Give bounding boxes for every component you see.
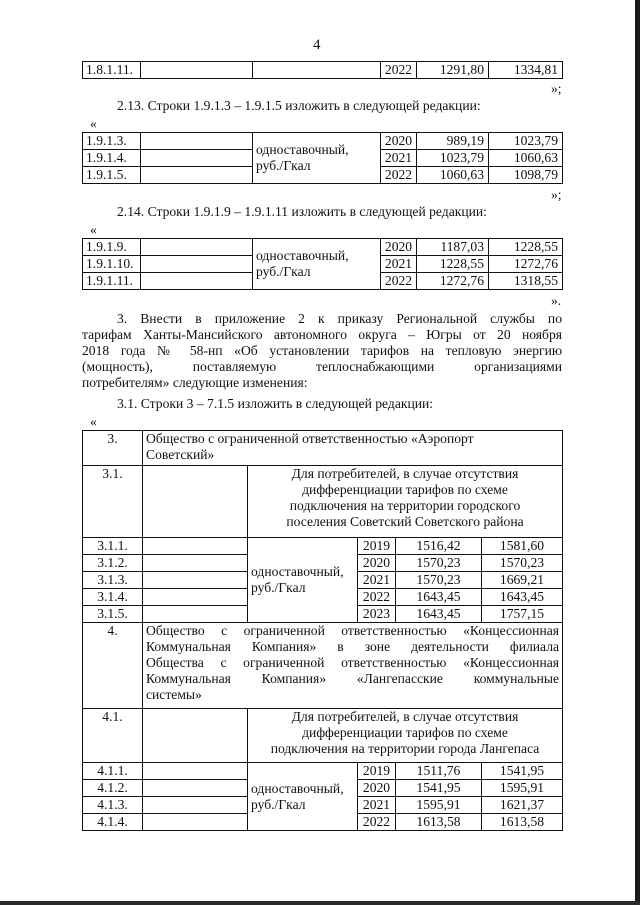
- section-2-14-heading: 2.14. Строки 1.9.1.9 – 1.9.1.11 изложить в следующей редакции:: [117, 204, 487, 219]
- row-code: 1.8.1.11.: [83, 62, 141, 79]
- org-code: 4.: [83, 623, 143, 709]
- table-2-13: [82, 132, 563, 184]
- description-line: дифференциации тарифов по схеме: [302, 725, 508, 740]
- row-blank: [141, 273, 253, 290]
- row-code: 1.9.1.11.: [83, 273, 141, 290]
- tariff-type-line: одноставочный,: [256, 142, 349, 157]
- table-row: [83, 239, 563, 256]
- row-code: 1.9.1.3.: [83, 133, 141, 150]
- org-row: [83, 623, 563, 709]
- row-blank: [143, 780, 248, 797]
- row-value-2: 1228,55: [489, 239, 563, 256]
- row-year: 2020: [381, 239, 417, 256]
- row-blank: [143, 709, 248, 763]
- row-year: 2019: [358, 763, 396, 780]
- tariff-type-line: одноставочный,: [256, 248, 349, 263]
- paragraph-line: 2018 года № 58-нп «Об установлении тарифов на тепловую энергию: [82, 343, 562, 358]
- org-name-line: Общество с ограниченной ответственностью «Аэропорт: [146, 431, 474, 446]
- row-code: 3.1.3.: [83, 572, 143, 589]
- row-blank: [143, 572, 248, 589]
- row-year: 2019: [358, 538, 396, 555]
- row-year: 2023: [358, 606, 396, 623]
- tariff-type-cell: [248, 538, 358, 623]
- tariff-unit-line: руб./Гкал: [256, 264, 311, 279]
- description-line: подключения на территории города Лангепаса: [270, 741, 540, 756]
- row-code: 1.9.1.9.: [83, 239, 141, 256]
- row-blank: [143, 589, 248, 606]
- row-value-1: 1060,63: [417, 167, 489, 184]
- row-blank: [253, 62, 381, 79]
- table-row: [83, 62, 563, 79]
- row-code: 3.1.2.: [83, 555, 143, 572]
- subsection-code: 3.1.: [83, 466, 143, 538]
- subsection-description: [248, 709, 563, 763]
- row-value-1: 1595,91: [396, 797, 482, 814]
- subsection-row: [83, 466, 563, 538]
- paragraph-line: (мощность), поставляемую теплоснабжающими организациями: [82, 359, 562, 374]
- row-code: 3.1.1.: [83, 538, 143, 555]
- opening-quote: «: [90, 116, 97, 131]
- row-year: 2022: [381, 273, 417, 290]
- row-blank: [141, 167, 253, 184]
- row-blank: [141, 150, 253, 167]
- row-code: 1.9.1.5.: [83, 167, 141, 184]
- org-code: 3.: [83, 431, 143, 466]
- row-value-1: 1613,58: [396, 814, 482, 831]
- section-3-1-heading: 3.1. Строки 3 – 7.1.5 изложить в следующей редакции:: [117, 396, 434, 411]
- row-value-2: 1581,60: [482, 538, 563, 555]
- org-name-line: системы»: [146, 687, 202, 702]
- row-value-2: 1643,45: [482, 589, 563, 606]
- row-value-2: 1023,79: [489, 133, 563, 150]
- row-blank: [141, 239, 253, 256]
- row-year: 2020: [381, 133, 417, 150]
- tariff-unit-line: руб./Гкал: [256, 158, 311, 173]
- row-value-2: 1570,23: [482, 555, 563, 572]
- row-value-1: 1187,03: [417, 239, 489, 256]
- closing-quote: »;: [551, 81, 562, 96]
- row-year: 2021: [381, 150, 417, 167]
- row-value-1: 1511,76: [396, 763, 482, 780]
- org-row: [83, 431, 563, 466]
- page-number: 4: [313, 37, 321, 53]
- tariff-type-cell: [253, 239, 381, 290]
- org-name-line: Коммунальная Компания» в зоне деятельности филиала: [146, 639, 560, 654]
- row-year: 2021: [358, 797, 396, 814]
- row-value-2: 1757,15: [482, 606, 563, 623]
- row-blank: [141, 133, 253, 150]
- row-value-2: 1669,21: [482, 572, 563, 589]
- table-3-1: [82, 430, 563, 831]
- tariff-type-cell: [248, 763, 358, 831]
- row-blank: [143, 606, 248, 623]
- row-blank: [143, 814, 248, 831]
- row-year: 2020: [358, 780, 396, 797]
- closing-quote: ».: [551, 293, 562, 308]
- row-value-1: 1570,23: [396, 572, 482, 589]
- row-code: 1.9.1.10.: [83, 256, 141, 273]
- row-value-1: 1643,45: [396, 589, 482, 606]
- subsection-row: [83, 709, 563, 763]
- row-code: 4.1.3.: [83, 797, 143, 814]
- description-line: Для потребителей, в случае отсутствия: [291, 709, 519, 724]
- org-name: [143, 431, 563, 466]
- section-2-13-heading: 2.13. Строки 1.9.1.3 – 1.9.1.5 изложить в следующей редакции:: [117, 98, 481, 113]
- row-blank: [141, 256, 253, 273]
- row-value-2: 1060,63: [489, 150, 563, 167]
- row-code: 4.1.1.: [83, 763, 143, 780]
- row-value-1: 989,19: [417, 133, 489, 150]
- row-value-2: 1621,37: [482, 797, 563, 814]
- row-code: 4.1.4.: [83, 814, 143, 831]
- closing-quote: »;: [551, 187, 562, 202]
- subsection-description: [248, 466, 563, 538]
- row-value-2: 1272,76: [489, 256, 563, 273]
- row-blank: [143, 763, 248, 780]
- row-value-1: 1643,45: [396, 606, 482, 623]
- row-year: 2022: [358, 589, 396, 606]
- scan-edge-shadow: [635, 0, 640, 905]
- org-name-line: Общества с ограниченной ответственностью «Концессионная: [146, 655, 560, 670]
- table-row: [83, 538, 563, 555]
- description-line: поселения Советский Советского района: [286, 514, 524, 529]
- row-year: 2022: [358, 814, 396, 831]
- row-code: 1.9.1.4.: [83, 150, 141, 167]
- table-2-14: [82, 238, 563, 290]
- tariff-type-cell: [253, 133, 381, 184]
- table-row: [83, 133, 563, 150]
- row-code: 3.1.4.: [83, 589, 143, 606]
- org-name-line: Коммунальная Компания» «Лангепасские коммунальные: [146, 671, 560, 686]
- row-value-2: 1334,81: [489, 62, 563, 79]
- row-code: 4.1.2.: [83, 780, 143, 797]
- paragraph-line: 3. Внести в приложение 2 к приказу Региональной службы по: [117, 311, 562, 326]
- row-value-1: 1272,76: [417, 273, 489, 290]
- paragraph-line: потребителям» следующие изменения:: [82, 375, 308, 390]
- row-value-1: 1228,55: [417, 256, 489, 273]
- row-year: 2022: [381, 167, 417, 184]
- tariff-type-line: одноставочный,: [251, 780, 344, 796]
- org-name: [143, 623, 563, 709]
- paragraph-3: [82, 311, 562, 391]
- scan-bottom-shadow: [0, 901, 640, 905]
- tariff-unit-line: руб./Гкал: [251, 796, 306, 812]
- row-value-2: 1098,79: [489, 167, 563, 184]
- row-year: 2021: [358, 572, 396, 589]
- org-name-line: Советский»: [146, 447, 215, 462]
- row-value-1: 1023,79: [417, 150, 489, 167]
- row-year: 2021: [381, 256, 417, 273]
- row-blank: [141, 62, 253, 79]
- tariff-type-line: одноставочный,: [251, 564, 344, 579]
- row-blank: [143, 538, 248, 555]
- row-code: 3.1.5.: [83, 606, 143, 623]
- description-line: дифференциации тарифов по схеме: [302, 482, 508, 497]
- subsection-code: 4.1.: [83, 709, 143, 763]
- row-blank: [143, 797, 248, 814]
- row-year: 2020: [358, 555, 396, 572]
- row-value-1: 1291,80: [417, 62, 489, 79]
- description-line: подключения на территории городского: [289, 498, 521, 513]
- row-value-1: 1570,23: [396, 555, 482, 572]
- description-line: Для потребителей, в случае отсутствия: [291, 466, 519, 481]
- row-blank: [143, 466, 248, 538]
- row-value-2: 1613,58: [482, 814, 563, 831]
- row-value-2: 1318,55: [489, 273, 563, 290]
- row-blank: [143, 555, 248, 572]
- org-name-line: Общество с ограниченной ответственностью «Концессионная: [146, 623, 560, 638]
- row-value-2: 1595,91: [482, 780, 563, 797]
- table-row: [83, 763, 563, 780]
- opening-quote: «: [90, 414, 97, 429]
- row-value-1: 1541,95: [396, 780, 482, 797]
- table-1-8-1: [82, 61, 563, 79]
- row-value-1: 1516,42: [396, 538, 482, 555]
- paragraph-line: тарифам Ханты-Мансийского автономного округа – Югры от 20 ноября: [82, 327, 562, 342]
- row-year: 2022: [381, 62, 417, 79]
- row-value-2: 1541,95: [482, 763, 563, 780]
- tariff-unit-line: руб./Гкал: [251, 580, 306, 595]
- opening-quote: «: [90, 222, 97, 237]
